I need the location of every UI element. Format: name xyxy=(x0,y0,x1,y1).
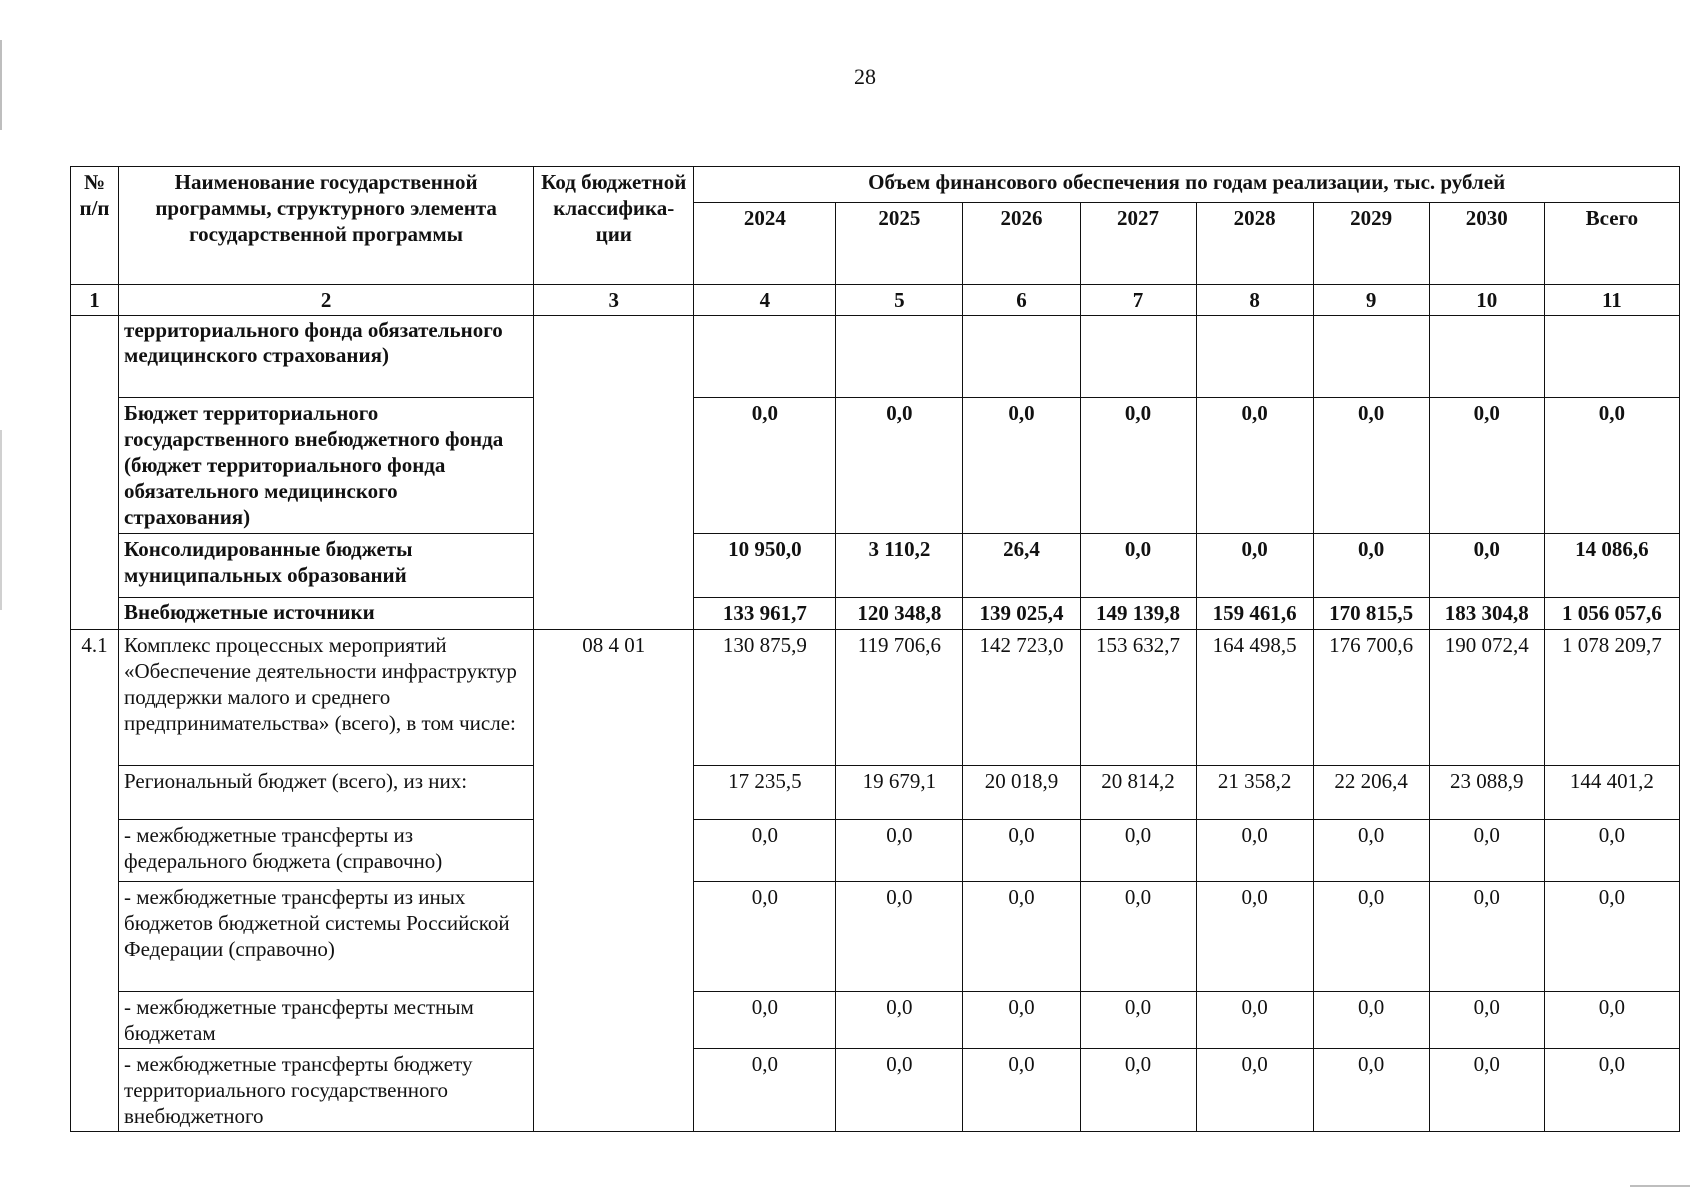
table-row xyxy=(71,1049,1680,1132)
value-cell: 0,0 xyxy=(836,882,963,992)
row-number xyxy=(71,598,119,630)
value-cell: 0,0 xyxy=(1544,398,1679,534)
value-cell: 0,0 xyxy=(1544,882,1679,992)
table-row xyxy=(71,992,1680,1049)
value-cell: 0,0 xyxy=(1429,398,1544,534)
table-row xyxy=(71,398,1680,534)
value-cell: 0,0 xyxy=(836,992,963,1049)
value-cell: 26,4 xyxy=(963,534,1080,598)
value-cell: 133 961,7 xyxy=(694,598,836,630)
row-name: - межбюджетные трансферты бюджету территориального государственного внебюджетного xyxy=(119,1049,534,1132)
value-cell: 142 723,0 xyxy=(963,630,1080,766)
row-name: Консолидированные бюджеты муниципальных образований xyxy=(119,534,534,598)
scan-mark xyxy=(0,40,2,130)
value-cell: 22 206,4 xyxy=(1313,766,1429,820)
table-row xyxy=(71,820,1680,882)
column-index: 5 xyxy=(836,285,963,316)
value-cell: 0,0 xyxy=(836,398,963,534)
row-name: - межбюджетные трансферты из федерального бюджета (справочно) xyxy=(119,820,534,882)
scan-mark xyxy=(0,430,2,610)
value-cell xyxy=(1196,316,1313,398)
row-code xyxy=(534,316,694,398)
value-cell: 1 056 057,6 xyxy=(1544,598,1679,630)
row-name: - межбюджетные трансферты из иных бюджетов бюджетной системы Российской Федерации (справочно) xyxy=(119,882,534,992)
row-code xyxy=(534,1049,694,1132)
row-code xyxy=(534,534,694,598)
row-code xyxy=(534,820,694,882)
table-row xyxy=(71,882,1680,992)
value-cell: 0,0 xyxy=(1429,820,1544,882)
row-number xyxy=(71,820,119,882)
value-cell: 119 706,6 xyxy=(836,630,963,766)
value-cell: 0,0 xyxy=(963,992,1080,1049)
column-index: 2 xyxy=(119,285,534,316)
column-index: 9 xyxy=(1313,285,1429,316)
value-cell: 0,0 xyxy=(1080,398,1196,534)
table-header xyxy=(71,167,1680,316)
header-year: 2028 xyxy=(1196,203,1313,285)
header-year: 2027 xyxy=(1080,203,1196,285)
value-cell: 0,0 xyxy=(963,398,1080,534)
row-code xyxy=(534,598,694,630)
value-cell: 0,0 xyxy=(1313,534,1429,598)
header-year: 2029 xyxy=(1313,203,1429,285)
value-cell xyxy=(963,316,1080,398)
value-cell: 0,0 xyxy=(1080,820,1196,882)
value-cell: 23 088,9 xyxy=(1429,766,1544,820)
value-cell: 139 025,4 xyxy=(963,598,1080,630)
value-cell: 0,0 xyxy=(694,820,836,882)
value-cell: 190 072,4 xyxy=(1429,630,1544,766)
value-cell: 0,0 xyxy=(1196,1049,1313,1132)
value-cell: 0,0 xyxy=(1080,992,1196,1049)
row-number xyxy=(71,882,119,992)
header-col-volume: Объем финансового обеспечения по годам реализации, тыс. рублей xyxy=(694,167,1680,203)
value-cell: 0,0 xyxy=(1313,992,1429,1049)
table-row xyxy=(71,630,1680,766)
value-cell xyxy=(1429,316,1544,398)
header-col-name: Наименование государственной программы, структурного элемента государственной программы xyxy=(119,167,534,285)
value-cell: 0,0 xyxy=(1196,398,1313,534)
value-cell: 0,0 xyxy=(836,1049,963,1132)
value-cell xyxy=(1313,316,1429,398)
value-cell: 0,0 xyxy=(1429,534,1544,598)
row-name: Комплекс процессных мероприятий «Обеспечение деятельности инфраструктур поддержки малого и среднего предпринимательства» (всего), в том числе: xyxy=(119,630,534,766)
value-cell: 183 304,8 xyxy=(1429,598,1544,630)
column-index: 1 xyxy=(71,285,119,316)
value-cell: 0,0 xyxy=(1544,992,1679,1049)
table-row xyxy=(71,316,1680,398)
table-row xyxy=(71,598,1680,630)
value-cell: 0,0 xyxy=(1429,1049,1544,1132)
page-number: 28 xyxy=(854,64,876,89)
value-cell: 0,0 xyxy=(1313,1049,1429,1132)
row-code xyxy=(534,882,694,992)
value-cell: 20 814,2 xyxy=(1080,766,1196,820)
column-index: 3 xyxy=(534,285,694,316)
row-name: территориального фонда обязательного медицинского страхования) xyxy=(119,316,534,398)
value-cell: 0,0 xyxy=(836,820,963,882)
value-cell: 0,0 xyxy=(1080,534,1196,598)
row-name: Внебюджетные источники xyxy=(119,598,534,630)
header-col-code: Код бюджетной классифика-ции xyxy=(534,167,694,285)
column-index: 4 xyxy=(694,285,836,316)
value-cell: 0,0 xyxy=(1196,820,1313,882)
value-cell: 144 401,2 xyxy=(1544,766,1679,820)
value-cell: 0,0 xyxy=(1544,820,1679,882)
column-index: 11 xyxy=(1544,285,1679,316)
value-cell: 0,0 xyxy=(1429,882,1544,992)
value-cell: 19 679,1 xyxy=(836,766,963,820)
row-number: 4.1 xyxy=(71,630,119,766)
table-row xyxy=(71,766,1680,820)
value-cell: 153 632,7 xyxy=(1080,630,1196,766)
column-index: 6 xyxy=(963,285,1080,316)
value-cell: 164 498,5 xyxy=(1196,630,1313,766)
table-body xyxy=(71,316,1680,1132)
value-cell: 176 700,6 xyxy=(1313,630,1429,766)
value-cell xyxy=(1080,316,1196,398)
value-cell: 0,0 xyxy=(1080,882,1196,992)
value-cell: 21 358,2 xyxy=(1196,766,1313,820)
header-year: 2026 xyxy=(963,203,1080,285)
value-cell: 0,0 xyxy=(1313,398,1429,534)
row-number xyxy=(71,766,119,820)
row-code xyxy=(534,992,694,1049)
value-cell: 1 078 209,7 xyxy=(1544,630,1679,766)
header-year: 2030 xyxy=(1429,203,1544,285)
value-cell: 10 950,0 xyxy=(694,534,836,598)
value-cell: 0,0 xyxy=(963,1049,1080,1132)
row-name: Региональный бюджет (всего), из них: xyxy=(119,766,534,820)
value-cell: 0,0 xyxy=(1196,534,1313,598)
value-cell: 130 875,9 xyxy=(694,630,836,766)
value-cell: 0,0 xyxy=(694,1049,836,1132)
value-cell: 159 461,6 xyxy=(1196,598,1313,630)
value-cell: 0,0 xyxy=(1196,992,1313,1049)
header-total: Всего xyxy=(1544,203,1679,285)
value-cell: 0,0 xyxy=(1080,1049,1196,1132)
value-cell: 149 139,8 xyxy=(1080,598,1196,630)
value-cell xyxy=(694,316,836,398)
row-code: 08 4 01 xyxy=(534,630,694,766)
column-index-row xyxy=(71,285,1680,316)
value-cell: 0,0 xyxy=(1313,820,1429,882)
value-cell: 0,0 xyxy=(694,992,836,1049)
value-cell xyxy=(1544,316,1679,398)
scan-mark xyxy=(1630,1185,1690,1187)
value-cell: 0,0 xyxy=(694,882,836,992)
table-row xyxy=(71,534,1680,598)
value-cell: 0,0 xyxy=(1544,1049,1679,1132)
header-year: 2025 xyxy=(836,203,963,285)
value-cell: 3 110,2 xyxy=(836,534,963,598)
value-cell: 0,0 xyxy=(1429,992,1544,1049)
value-cell: 20 018,9 xyxy=(963,766,1080,820)
column-index: 8 xyxy=(1196,285,1313,316)
value-cell: 120 348,8 xyxy=(836,598,963,630)
value-cell: 0,0 xyxy=(963,820,1080,882)
budget-table xyxy=(70,166,1680,1132)
row-name: - межбюджетные трансферты местным бюджетам xyxy=(119,992,534,1049)
row-code xyxy=(534,766,694,820)
row-number xyxy=(71,534,119,598)
row-number xyxy=(71,1049,119,1132)
value-cell: 0,0 xyxy=(1196,882,1313,992)
row-number xyxy=(71,316,119,398)
row-number xyxy=(71,398,119,534)
value-cell: 170 815,5 xyxy=(1313,598,1429,630)
value-cell: 17 235,5 xyxy=(694,766,836,820)
column-index: 10 xyxy=(1429,285,1544,316)
value-cell xyxy=(836,316,963,398)
row-name: Бюджет территориального государственного внебюджетного фонда (бюджет территориального фонда обязательного медицинского страхования) xyxy=(119,398,534,534)
column-index: 7 xyxy=(1080,285,1196,316)
header-col-no: № п/п xyxy=(71,167,119,285)
header-year: 2024 xyxy=(694,203,836,285)
value-cell: 0,0 xyxy=(1313,882,1429,992)
row-number xyxy=(71,992,119,1049)
row-code xyxy=(534,398,694,534)
value-cell: 0,0 xyxy=(694,398,836,534)
value-cell: 0,0 xyxy=(963,882,1080,992)
value-cell: 14 086,6 xyxy=(1544,534,1679,598)
